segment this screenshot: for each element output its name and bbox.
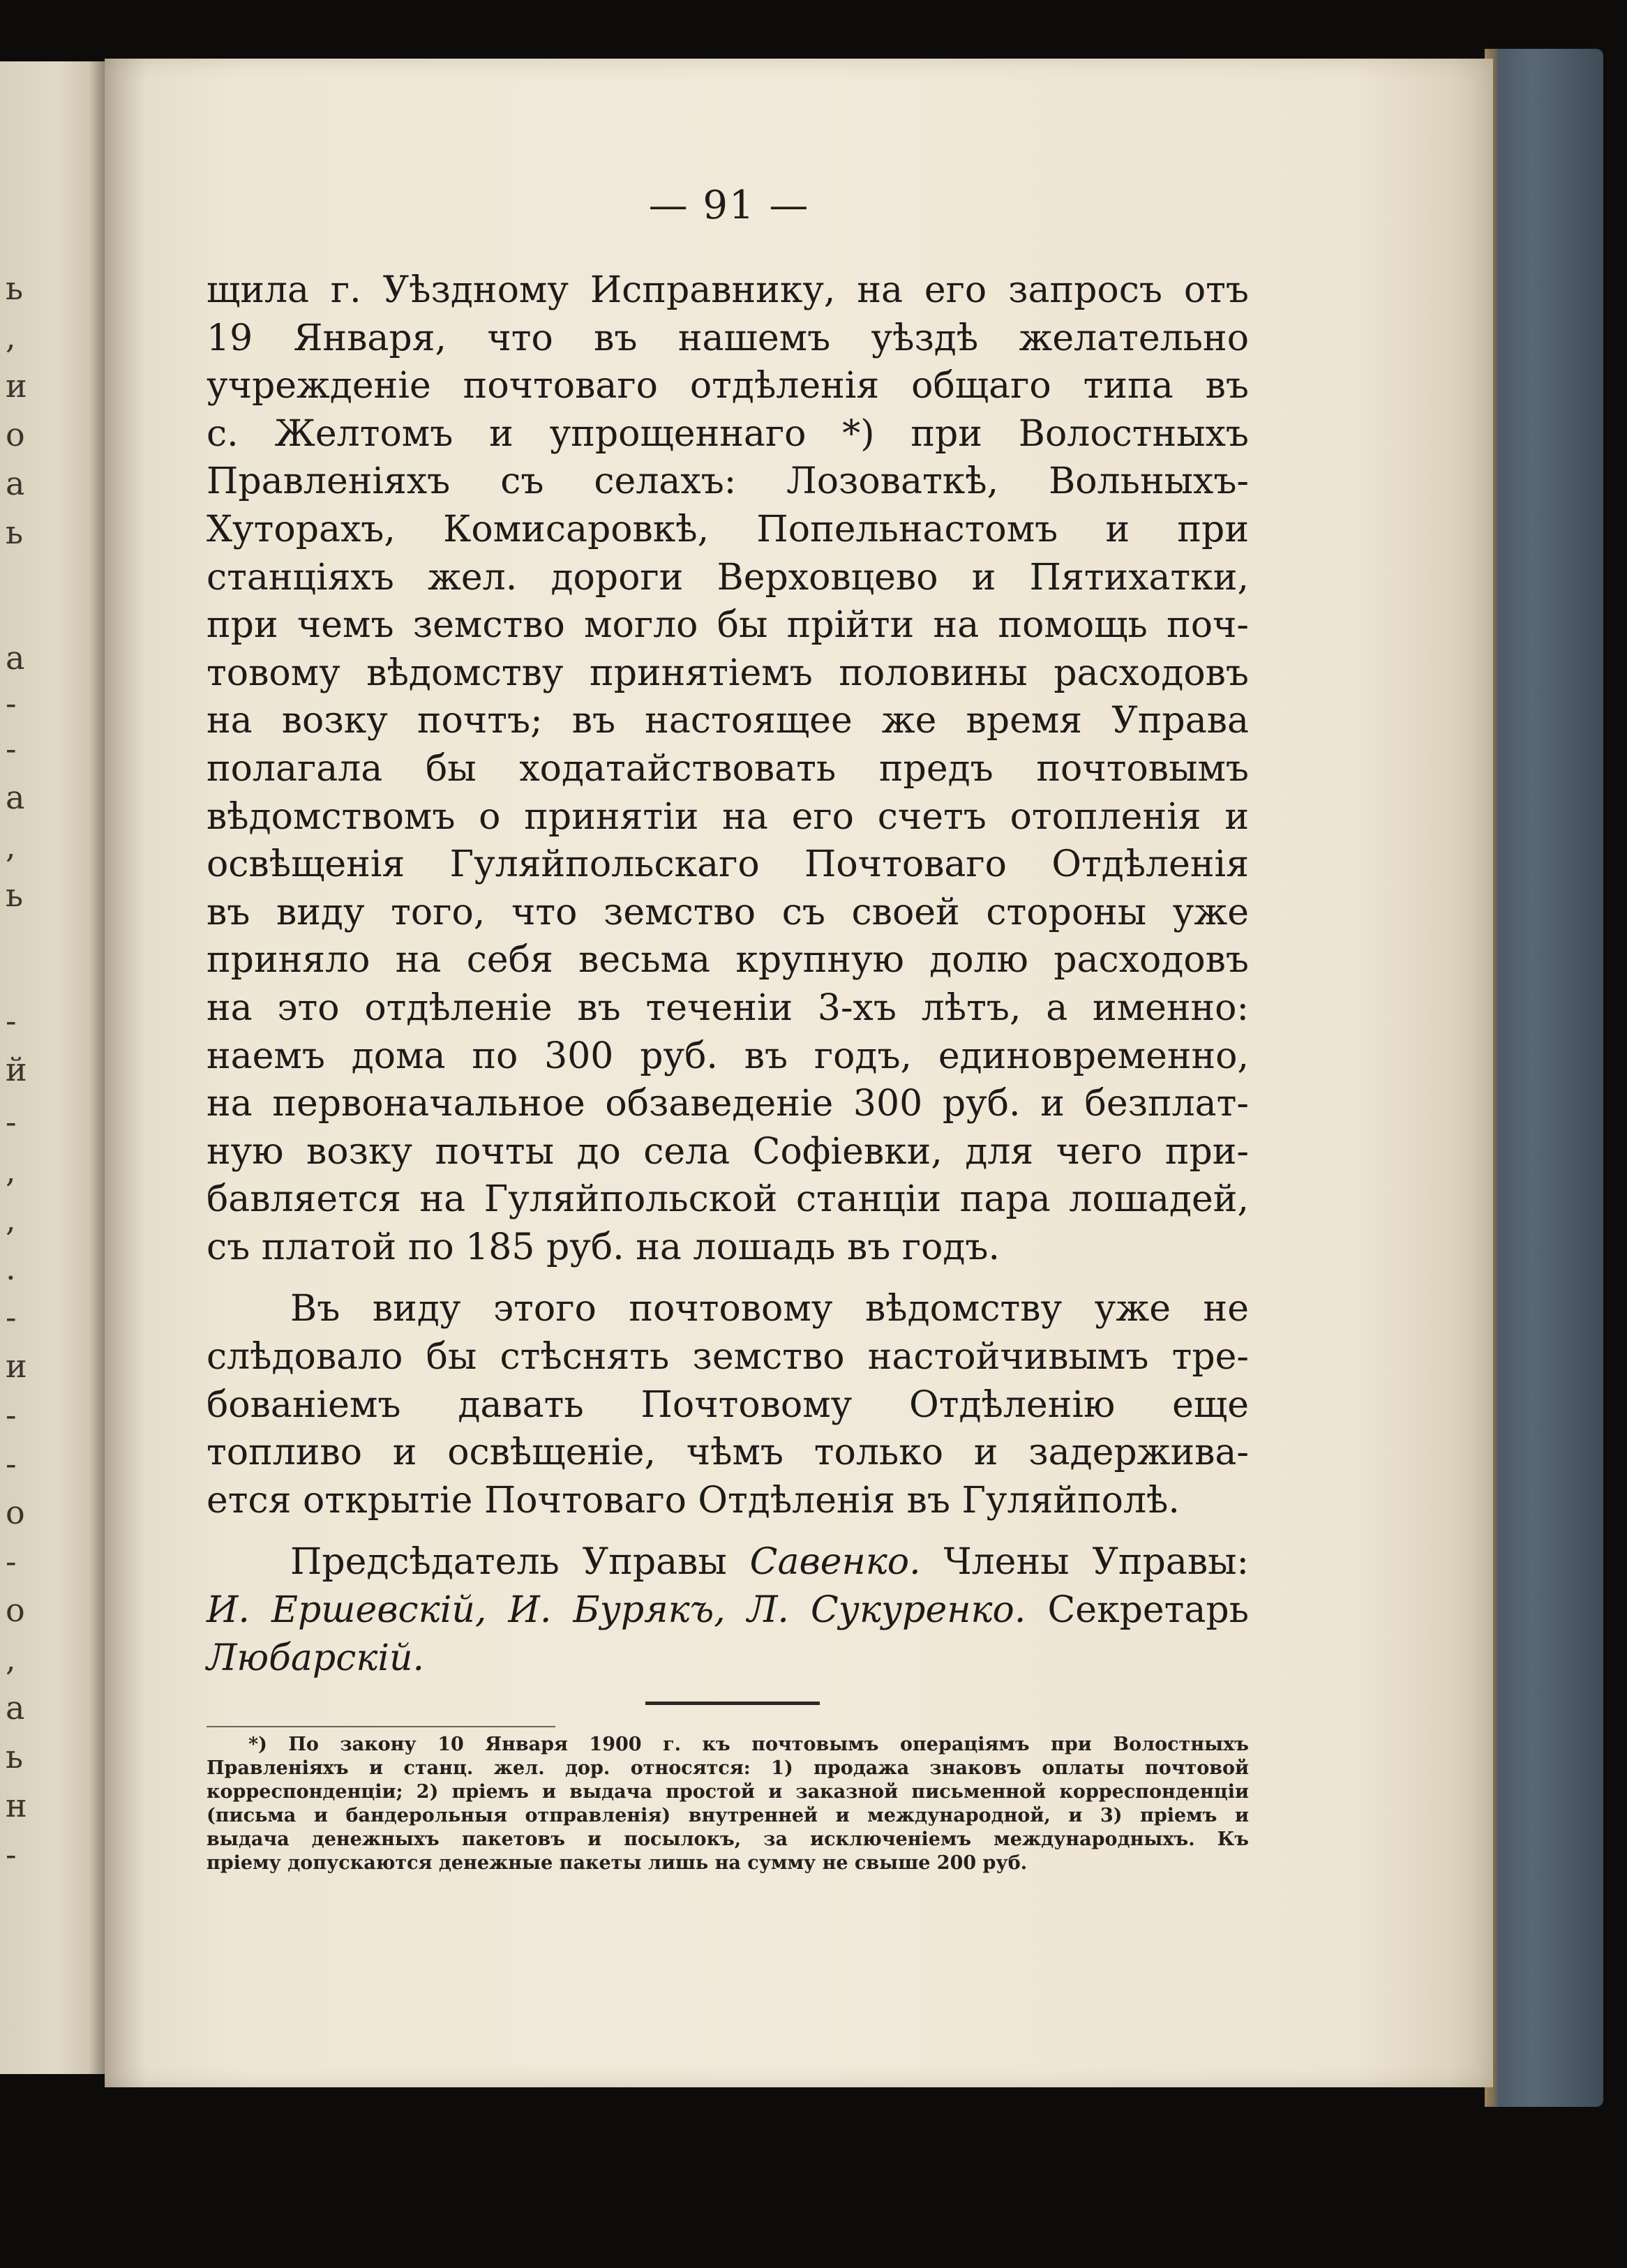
left-page-edge-char: - [6, 1396, 17, 1434]
member-2: И. Бурякъ, [508, 1589, 726, 1632]
left-page-edge-char: о [6, 416, 25, 453]
paragraph-1-line: на первоначальное обзаведеніе 300 руб. и безплат- [207, 1083, 1249, 1125]
paragraph-1-line: наемъ дома по 300 руб. въ годъ, единовременно, [207, 1035, 1249, 1077]
book-cover-edge [1485, 49, 1603, 2107]
member-3: Л. Сукуренко. [747, 1589, 1026, 1632]
footnote-line: пріему допускаются денежные пакеты лишь на сумму не свыше 200 руб. [207, 1852, 1028, 1874]
left-page-edge-char: ь [6, 269, 24, 307]
member-1: И. Ершевскій, [207, 1589, 487, 1632]
signatures-line-3 [207, 1635, 1249, 1683]
left-page-edge-char: ь [6, 876, 24, 914]
page-number: — 91 — [648, 183, 810, 228]
footnote [207, 1733, 1249, 1875]
left-page-edge-char: а [6, 639, 25, 677]
body-text [207, 266, 1249, 1682]
paragraph-1-line: при чемъ земство могло бы прійти на помощь поч- [207, 604, 1249, 647]
signatures-line-1 [207, 1538, 1249, 1586]
paragraph-1-line: полагала бы ходатайствовать предъ почтовымъ [207, 747, 1249, 790]
footnote-line: выдача денежныхъ пакетовъ и посылокъ, за исключеніемъ международныхъ. Къ [207, 1828, 1249, 1850]
paragraph-1-line: щила г. Уѣздному Исправнику, на его запросъ отъ [207, 269, 1249, 311]
signatures-block [207, 1538, 1249, 1682]
paragraph-1-line: вѣдомствомъ о принятіи на его счетъ отопленія и [207, 795, 1249, 838]
paragraph-1-line: Правленіяхъ съ селахъ: Лозоваткѣ, Вольныхъ- [207, 460, 1249, 503]
paragraph-1 [207, 266, 1249, 1271]
left-page-edge-char: , [6, 1640, 16, 1678]
paragraph-1-line: на это отдѣленіе въ теченіи 3-хъ лѣтъ, а именно: [207, 986, 1249, 1029]
left-page-edge-char: , [6, 1201, 16, 1238]
secretary-label: Секретарь [1047, 1589, 1250, 1632]
members-label: Члены Управы: [943, 1541, 1250, 1584]
paragraph-1-line: станціяхъ жел. дороги Верховцево и Пятихатки, [207, 556, 1249, 599]
left-page-edge-char: - [6, 1445, 17, 1482]
paragraph-1-line: въ виду того, что земство съ своей стороны уже [207, 891, 1249, 933]
left-page-edge-char: - [6, 1542, 17, 1580]
paragraph-1-line: приняло на себя весьма крупную долю расходовъ [207, 939, 1249, 982]
paragraph-1-line: бавляется на Гуляйпольской станціи пара лошадей, [207, 1178, 1249, 1221]
left-page-edge-char: - [6, 684, 17, 722]
left-page-edge-char: й [6, 1051, 27, 1088]
paragraph-1-line: на возку почтъ; въ настоящее же время Управа [207, 700, 1249, 742]
footnote-rule [207, 1726, 555, 1727]
left-page-edge-char: , [6, 318, 16, 356]
paragraph-1-line: Хуторахъ, Комисаровкѣ, Попельнастомъ и при [207, 508, 1249, 550]
paragraph-2-line: слѣдовало бы стѣснять земство настойчивымъ тре- [207, 1336, 1249, 1379]
section-divider [645, 1702, 820, 1705]
signatures-line-2 [207, 1586, 1249, 1635]
left-page-edge-char: и [6, 367, 27, 405]
left-page-edge-char: н [6, 1787, 27, 1824]
paragraph-1-line: 19 Января, что въ нашемъ уѣздѣ желательно [207, 317, 1249, 359]
secretary-name: Любарскій. [207, 1637, 425, 1679]
left-page-edge-char: о [6, 1591, 25, 1629]
left-page-edge-char: - [6, 1103, 17, 1141]
paragraph-1-line: ную возку почты до села Софіевки, для чего при- [207, 1130, 1249, 1173]
paragraph-1-line: с. Желтомъ и упрощеннаго *) при Волостныхъ [207, 412, 1249, 455]
left-page-edge-char: а [6, 465, 25, 502]
left-page-edge-char: ь [6, 1738, 24, 1775]
paragraph-1-line: товому вѣдомству принятіемъ половины расходовъ [207, 652, 1249, 694]
paragraph-1-line: съ платой по 185 руб. на лошадь въ годъ. [207, 1226, 1000, 1268]
paragraph-2-line: топливо и освѣщеніе, чѣмъ только и задержива- [207, 1432, 1249, 1474]
paragraph-2-line: бованіемъ давать Почтовому Отдѣленію еще [207, 1383, 1249, 1426]
left-page-edge-char: и [6, 1347, 27, 1385]
paragraph-1-line: освѣщенія Гуляйпольскаго Почтоваго Отдѣленія [207, 843, 1249, 886]
left-page-edge-char: а [6, 1689, 25, 1727]
left-page-edge-char: , [6, 827, 16, 865]
left-page-edge-char: - [6, 1835, 17, 1873]
footnote-line: корреспонденціи; 2) пріемъ и выдача простой и заказной письменной корреспонденціи [207, 1781, 1249, 1803]
left-page-edge-char: - [6, 1298, 17, 1336]
footnote-line: Правленіяхъ и станц. жел. дор. относятся: 1) продажа знаковъ оплаты почтовой [207, 1757, 1249, 1779]
footnote-line: (письма и бандерольныя отправленія) внутренней и международной, и 3) пріемъ и [207, 1805, 1249, 1826]
left-page-edge-char: а [6, 779, 25, 816]
paragraph-1-line: учрежденіе почтоваго отдѣленія общаго типа въ [207, 365, 1249, 407]
footnote-line: *) По закону 10 Января 1900 г. къ почтовымъ операціямъ при Волостныхъ [248, 1734, 1249, 1755]
left-page-edge-char: о [6, 1494, 25, 1531]
chair-label: Предсѣдатель Управы [290, 1541, 727, 1584]
paragraph-2-line: ется открытіе Почтоваго Отдѣленія въ Гуляйполѣ. [207, 1479, 1180, 1522]
paragraph-2 [207, 1285, 1249, 1524]
paragraph-2-line: Въ виду этого почтовому вѣдомству уже не [290, 1288, 1249, 1330]
left-page-edge-char: , [6, 1152, 16, 1189]
left-page-edge-char: . [6, 1249, 16, 1287]
left-page-edge-char: - [6, 730, 17, 767]
chair-name: Савенко. [749, 1541, 921, 1584]
left-page-edge-char: ь [6, 513, 24, 551]
left-page-edge-char: - [6, 1002, 17, 1039]
